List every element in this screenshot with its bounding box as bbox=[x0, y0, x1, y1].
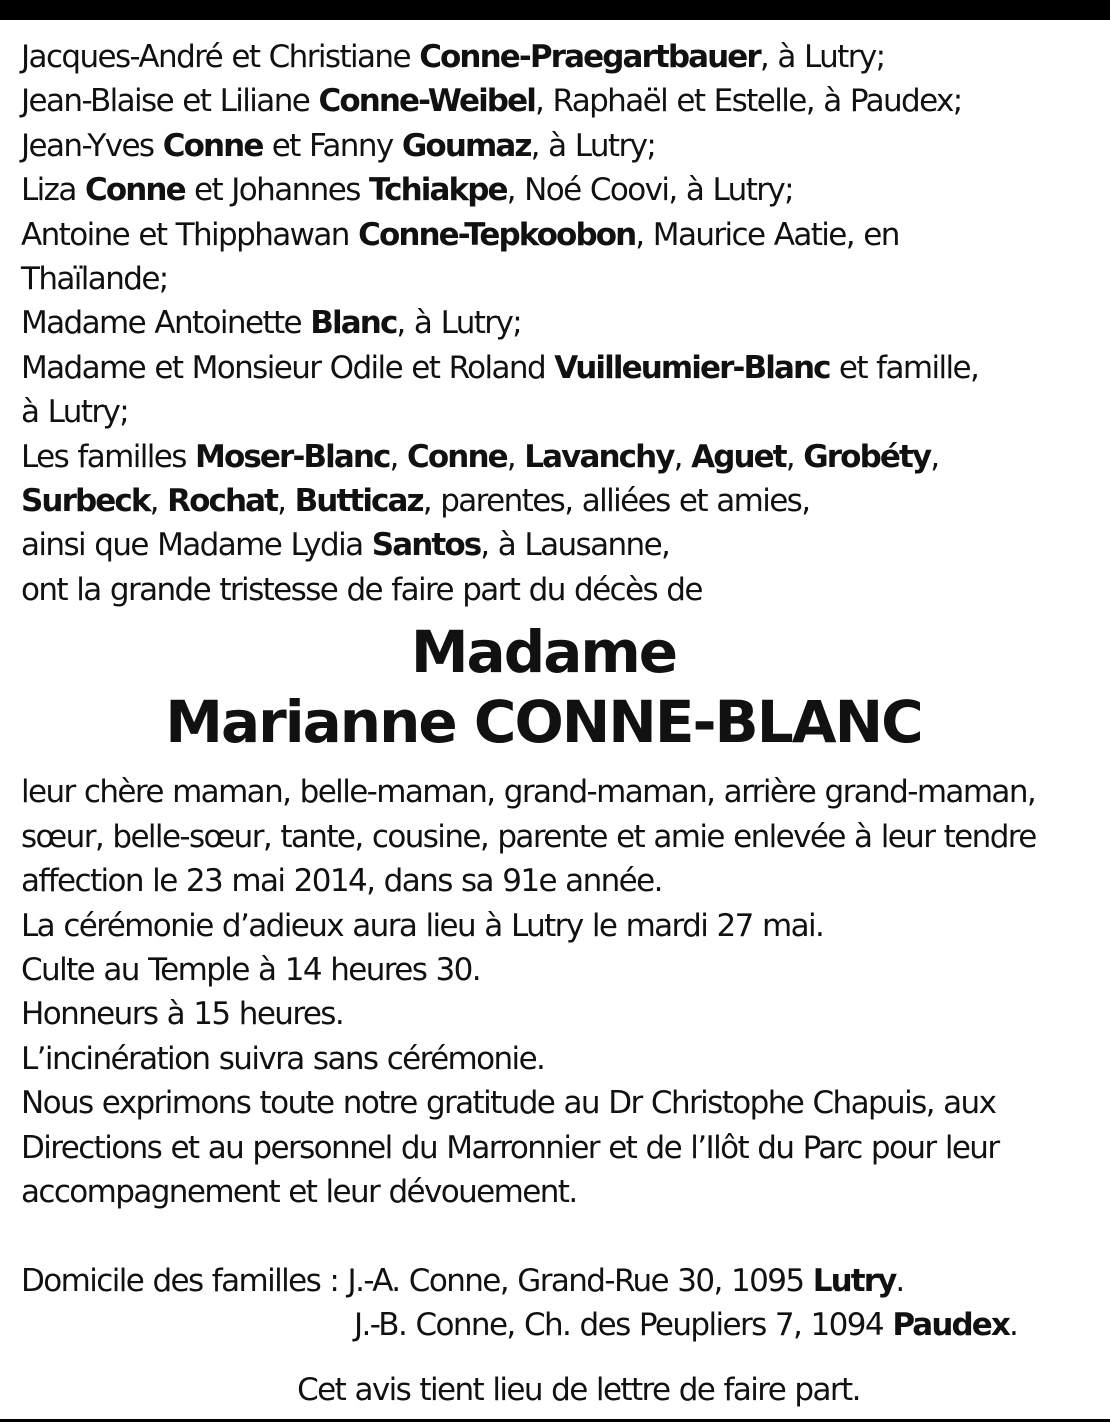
family-line bbox=[21, 435, 1096, 479]
bold-surname: Aguet bbox=[691, 438, 786, 475]
text-segment: et famille, bbox=[829, 349, 979, 386]
text-segment: , bbox=[506, 438, 525, 475]
family-line bbox=[21, 390, 1096, 434]
bold-surname: Santos bbox=[371, 527, 481, 564]
bold-surname: Lutry bbox=[812, 1262, 896, 1299]
deceased-name-block bbox=[21, 618, 1096, 758]
text-segment: , parentes, alliées et amies, bbox=[422, 483, 810, 520]
bold-surname: Conne-Tepkoobon bbox=[358, 216, 636, 253]
body-line: accompagnement et leur dévouement. bbox=[21, 1173, 577, 1210]
text-segment: , à Lutry; bbox=[759, 39, 885, 75]
body-line: Culte au Temple à 14 heures 30. bbox=[21, 951, 480, 988]
text-segment: J.-B. Conne, Ch. des Peupliers 7, 1094 bbox=[354, 1307, 893, 1344]
notice-body bbox=[21, 770, 1096, 1214]
notice-content bbox=[21, 35, 1096, 1412]
text-segment: , Noé Coovi, à Lutry; bbox=[506, 172, 794, 209]
body-line: affection le 23 mai 2014, dans sa 91e année. bbox=[21, 863, 662, 900]
bold-surname: Grobéty bbox=[803, 438, 931, 475]
body-line: leur chère maman, belle-maman, grand-maman, arrière grand-maman, bbox=[21, 774, 1036, 811]
text-segment: , bbox=[149, 483, 168, 520]
deceased-title: Madame bbox=[410, 618, 677, 687]
bold-surname: Conne bbox=[162, 127, 263, 164]
bold-surname: Conne bbox=[85, 172, 185, 209]
text-segment: , à Lutry; bbox=[396, 305, 522, 342]
text-segment: Madame et Monsieur Odile et Roland bbox=[21, 349, 555, 386]
family-line bbox=[21, 346, 1096, 390]
text-segment: et Johannes bbox=[184, 172, 369, 209]
text-segment: Jean-Yves bbox=[21, 127, 163, 164]
bold-surname: Conne bbox=[407, 438, 507, 475]
text-segment: Les familles bbox=[21, 438, 196, 475]
bold-surname: Conne-Praegartbauer bbox=[419, 39, 760, 75]
text-segment: ont la grande tristesse de faire part du décès de bbox=[21, 571, 702, 608]
bold-surname: Paudex bbox=[892, 1307, 1009, 1344]
body-line: La cérémonie d’adieux aura lieu à Lutry le mardi 27 mai. bbox=[21, 907, 824, 944]
family-line bbox=[21, 523, 1096, 567]
text-segment: à Lutry; bbox=[21, 394, 129, 431]
text-segment: , bbox=[785, 438, 804, 475]
domicile-line-2 bbox=[21, 1303, 1096, 1347]
text-segment: Jean-Blaise et Liliane bbox=[21, 83, 319, 120]
family-line bbox=[21, 568, 1096, 612]
family-line bbox=[21, 301, 1096, 345]
text-segment: . bbox=[895, 1262, 904, 1299]
bold-surname: Goumaz bbox=[401, 127, 531, 164]
bold-surname: Lavanchy bbox=[524, 438, 674, 475]
family-list bbox=[21, 35, 1096, 612]
bold-surname: Vuilleumier-Blanc bbox=[554, 349, 830, 386]
text-segment: . bbox=[1009, 1307, 1018, 1344]
text-segment: , bbox=[673, 438, 692, 475]
family-line bbox=[21, 79, 1096, 123]
text-segment: et Fanny bbox=[262, 127, 402, 164]
bold-surname: Moser-Blanc bbox=[195, 438, 390, 475]
bottom-border-rule bbox=[0, 1419, 1110, 1422]
family-line bbox=[21, 479, 1096, 523]
bold-surname: Tchiakpe bbox=[369, 172, 507, 209]
bold-surname: Conne-Weibel bbox=[318, 83, 535, 120]
text-segment: Domicile des familles : J.-A. Conne, Grand-Rue 30, 1095 bbox=[21, 1262, 813, 1299]
body-line: Directions et au personnel du Marronnier et de l’Ilôt du Parc pour leur bbox=[21, 1129, 999, 1166]
text-segment: , bbox=[277, 483, 295, 520]
family-line bbox=[21, 213, 1096, 257]
text-segment: Jacques-André et Christiane bbox=[21, 39, 420, 75]
body-line: L’incinération suivra sans cérémonie. bbox=[21, 1040, 545, 1077]
bold-surname: Butticaz bbox=[294, 483, 423, 520]
spacer bbox=[21, 1214, 1096, 1258]
family-line bbox=[21, 168, 1096, 212]
text-segment: ainsi que Madame Lydia bbox=[21, 527, 372, 564]
text-segment: , bbox=[389, 438, 408, 475]
text-segment: Antoine et Thipphawan bbox=[21, 216, 359, 253]
body-line: sœur, belle-sœur, tante, cousine, parente et amie enlevée à leur tendre bbox=[21, 818, 1036, 855]
text-segment: Liza bbox=[21, 172, 86, 209]
body-line: Nous exprimons toute notre gratitude au Dr Christophe Chapuis, aux bbox=[21, 1085, 996, 1122]
text-segment: , à Lausanne, bbox=[480, 527, 670, 564]
text-segment: Madame Antoinette bbox=[21, 305, 311, 342]
text-segment: , bbox=[930, 438, 939, 475]
top-border-rule bbox=[0, 0, 1110, 20]
body-line: Honneurs à 15 heures. bbox=[21, 996, 344, 1033]
bold-surname: Surbeck bbox=[21, 483, 150, 520]
deceased-name: Marianne CONNE-BLANC bbox=[165, 688, 922, 757]
bold-surname: Blanc bbox=[310, 305, 397, 342]
closing-note: Cet avis tient lieu de lettre de faire part. bbox=[297, 1371, 860, 1408]
family-line bbox=[21, 35, 1096, 79]
family-line bbox=[21, 124, 1096, 168]
bold-surname: Rochat bbox=[167, 483, 278, 520]
text-segment: , à Lutry; bbox=[530, 127, 656, 164]
domicile-line-1 bbox=[21, 1259, 1096, 1303]
text-segment: , Maurice Aatie, en bbox=[635, 216, 899, 253]
family-line bbox=[21, 257, 1096, 301]
text-segment: Thaïlande; bbox=[21, 261, 168, 298]
text-segment: , Raphaël et Estelle, à Paudex; bbox=[534, 83, 962, 120]
